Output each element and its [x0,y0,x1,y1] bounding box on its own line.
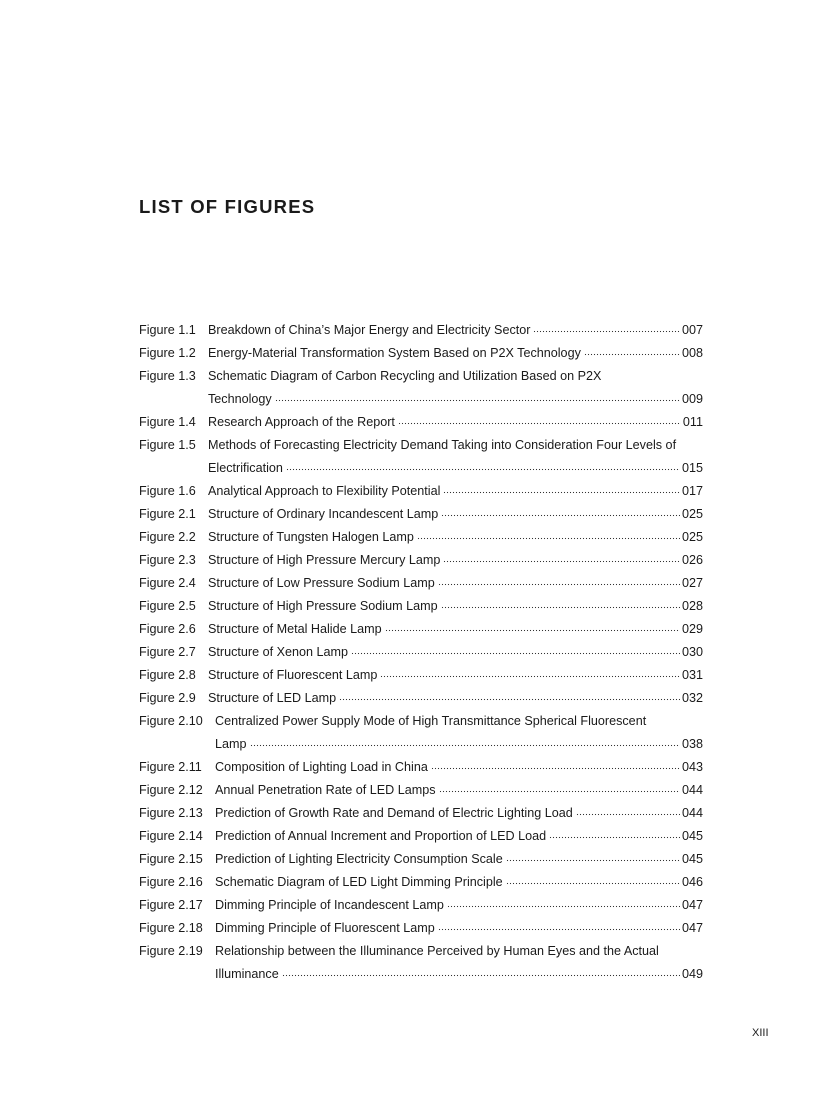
figure-entry-line[interactable] [139,341,703,364]
figure-page: 032 [681,690,703,705]
figure-title: Schematic Diagram of Carbon Recycling and Utilization Based on P2X [208,368,602,383]
figure-entry-line[interactable] [139,939,703,962]
figure-entry-line[interactable] [139,893,703,916]
figure-entry-line[interactable] [139,387,703,410]
figure-entry-line[interactable] [139,801,703,824]
figure-label: Figure 2.15 [139,851,203,866]
figure-title: Structure of LED Lamp [208,690,337,705]
figure-title: Centralized Power Supply Mode of High Transmittance Spherical Fluorescent [215,713,647,728]
leader-dots [398,422,681,425]
figure-page: 025 [681,506,703,521]
figure-title: Lamp [215,736,247,751]
figure-label: Figure 2.7 [139,644,196,659]
figure-list [139,318,703,985]
figure-title: Prediction of Lighting Electricity Consumption Scale [215,851,503,866]
figure-label: Figure 2.12 [139,782,203,797]
leader-dots [441,606,680,609]
leader-dots [549,836,680,839]
figure-label: Figure 2.17 [139,897,203,912]
figure-title: Structure of High Pressure Sodium Lamp [208,598,438,613]
figure-entry-line[interactable] [139,755,703,778]
page-number: XIII [752,1027,769,1039]
figure-label: Figure 2.13 [139,805,203,820]
figure-entry-line[interactable] [139,318,703,341]
figure-title: Technology [208,391,272,406]
figure-title: Schematic Diagram of LED Light Dimming Principle [215,874,503,889]
figure-entry-line[interactable] [139,709,703,732]
figure-entry-line[interactable] [139,548,703,571]
figure-label: Figure 1.6 [139,483,196,498]
figure-title: Prediction of Annual Increment and Proportion of LED Load [215,828,547,843]
leader-dots [439,790,680,793]
figure-label: Figure 1.3 [139,368,196,383]
figure-page: 011 [682,414,703,429]
figure-title: Research Approach of the Report [208,414,395,429]
leader-dots [584,353,680,356]
figure-entry-line[interactable] [139,525,703,548]
figure-title: Structure of Tungsten Halogen Lamp [208,529,414,544]
figure-entry-line[interactable] [139,916,703,939]
figure-label: Figure 2.6 [139,621,196,636]
figure-entry-line[interactable] [139,456,703,479]
leader-dots [431,767,680,770]
figure-page: 031 [681,667,703,682]
figure-entry-line[interactable] [139,847,703,870]
figure-entry-line[interactable] [139,824,703,847]
leader-dots [275,399,680,402]
leader-dots [282,974,680,977]
figure-entry-line[interactable] [139,686,703,709]
leader-dots [339,698,680,701]
figure-page: 027 [681,575,703,590]
figure-entry-line[interactable] [139,617,703,640]
figure-label: Figure 2.11 [139,759,202,774]
leader-dots [250,744,680,747]
leader-dots [506,859,680,862]
figure-label: Figure 1.1 [139,322,196,337]
figure-page: 015 [681,460,703,475]
figure-title: Methods of Forecasting Electricity Demand Taking into Consideration Four Levels of [208,437,677,452]
figure-label: Figure 2.5 [139,598,196,613]
figure-title: Structure of Metal Halide Lamp [208,621,382,636]
figure-label: Figure 2.3 [139,552,196,567]
figure-entry-line[interactable] [139,410,703,433]
leader-dots [438,583,680,586]
figure-page: 008 [681,345,703,360]
figure-label: Figure 2.8 [139,667,196,682]
figure-label: Figure 2.18 [139,920,203,935]
figure-page: 045 [681,851,703,866]
figure-page: 030 [681,644,703,659]
figure-entry-line[interactable] [139,732,703,755]
page-title: LIST OF FIGURES [139,196,316,217]
leader-dots [447,905,680,908]
leader-dots [533,330,680,333]
figure-title: Structure of Fluorescent Lamp [208,667,378,682]
figure-title: Prediction of Growth Rate and Demand of Electric Lighting Load [215,805,573,820]
figure-title: Energy-Material Transformation System Based on P2X Technology [208,345,581,360]
figure-page: 029 [681,621,703,636]
figure-entry-line[interactable] [139,594,703,617]
figure-entry-line[interactable] [139,778,703,801]
figure-page: 049 [681,966,703,981]
figure-label: Figure 1.5 [139,437,196,452]
figure-title: Composition of Lighting Load in China [215,759,428,774]
figure-page: 045 [681,828,703,843]
leader-dots [351,652,680,655]
figure-title: Breakdown of China’s Major Energy and Electricity Sector [208,322,531,337]
figure-page: 043 [681,759,703,774]
figure-entry-line[interactable] [139,962,703,985]
figure-entry-line[interactable] [139,479,703,502]
leader-dots [380,675,680,678]
leader-dots [441,514,680,517]
figure-page: 046 [681,874,703,889]
figure-entry-line[interactable] [139,663,703,686]
figure-title: Structure of Xenon Lamp [208,644,349,659]
figure-label: Figure 1.4 [139,414,196,429]
figure-label: Figure 2.10 [139,713,203,728]
figure-page: 038 [681,736,703,751]
figure-title: Relationship between the Illuminance Perceived by Human Eyes and the Actual [215,943,659,958]
figure-label: Figure 1.2 [139,345,196,360]
figure-entry-line[interactable] [139,364,703,387]
figure-title: Structure of High Pressure Mercury Lamp [208,552,441,567]
figure-entry-line[interactable] [139,502,703,525]
figure-title: Electrification [208,460,283,475]
figure-entry-line[interactable] [139,640,703,663]
figure-entry-line[interactable] [139,433,703,456]
figure-page: 028 [681,598,703,613]
figure-page: 017 [681,483,703,498]
figure-label: Figure 2.14 [139,828,203,843]
figure-page: 047 [681,920,703,935]
leader-dots [443,560,680,563]
figure-title: Structure of Ordinary Incandescent Lamp [208,506,439,521]
figure-title: Illuminance [215,966,279,981]
figure-title: Dimming Principle of Incandescent Lamp [215,897,444,912]
figure-label: Figure 2.16 [139,874,203,889]
leader-dots [438,928,680,931]
figure-page: 026 [681,552,703,567]
figure-title: Annual Penetration Rate of LED Lamps [215,782,436,797]
figure-label: Figure 2.1 [139,506,196,521]
figure-page: 009 [681,391,703,406]
figure-entry-line[interactable] [139,571,703,594]
figure-title: Dimming Principle of Fluorescent Lamp [215,920,435,935]
figure-page: 025 [681,529,703,544]
leader-dots [443,491,680,494]
figure-page: 007 [681,322,703,337]
leader-dots [506,882,680,885]
figure-label: Figure 2.9 [139,690,196,705]
figure-page: 044 [681,782,703,797]
figure-title: Analytical Approach to Flexibility Potential [208,483,441,498]
figure-label: Figure 2.19 [139,943,203,958]
leader-dots [417,537,680,540]
leader-dots [576,813,680,816]
figure-label: Figure 2.4 [139,575,196,590]
leader-dots [286,468,680,471]
figure-page: 047 [681,897,703,912]
leader-dots [385,629,680,632]
figure-label: Figure 2.2 [139,529,196,544]
figure-title: Structure of Low Pressure Sodium Lamp [208,575,435,590]
figure-entry-line[interactable] [139,870,703,893]
figure-page: 044 [681,805,703,820]
